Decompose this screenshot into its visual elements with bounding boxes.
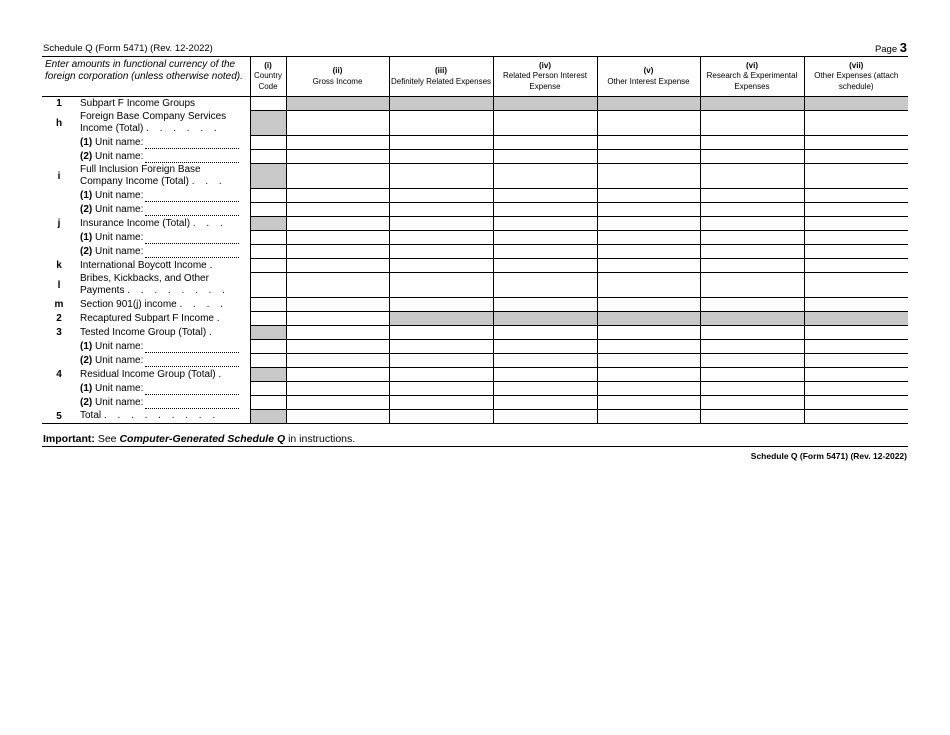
input-research-experimental[interactable] [700,354,804,368]
input-research-experimental[interactable] [700,136,804,150]
input-other-interest[interactable] [597,382,700,396]
shaded-cell [493,312,597,326]
input-other-expenses[interactable] [804,410,908,424]
table-row [42,273,908,298]
input-gross-income[interactable] [286,298,389,312]
input-related-person-interest[interactable] [493,382,597,396]
col-header-definitely-related [389,57,493,97]
input-definitely-related[interactable] [389,410,493,424]
input-related-person-interest[interactable] [493,396,597,410]
input-other-interest[interactable] [597,410,700,424]
unit-label: Unit name: [95,340,144,352]
unit-prefix: (2) [80,203,93,215]
input-research-experimental[interactable] [700,340,804,354]
unit-label: Unit name: [95,150,144,162]
row-number: 3 [56,327,62,338]
input-research-experimental[interactable] [700,203,804,217]
input-country-code[interactable] [250,312,286,326]
input-related-person-interest[interactable] [493,231,597,245]
input-definitely-related[interactable] [389,354,493,368]
input-related-person-interest[interactable] [493,273,597,298]
page-number: 3 [899,40,907,55]
shaded-cell [804,312,908,326]
row-number [42,203,76,217]
input-related-person-interest[interactable] [493,410,597,424]
input-country-code[interactable] [250,203,286,217]
unit-name-input[interactable] [145,233,239,244]
row-label-cell [76,298,250,312]
input-research-experimental[interactable] [700,164,804,189]
row-label-cell [76,259,250,273]
input-country-code[interactable] [250,136,286,150]
table-row [42,164,908,189]
row-number: k [56,260,62,271]
shaded-cell [250,410,286,424]
input-gross-income[interactable] [286,382,389,396]
input-country-code[interactable] [250,396,286,410]
col-header-related-person-interest [493,57,597,97]
input-other-interest[interactable] [597,203,700,217]
input-other-expenses[interactable] [804,396,908,410]
table-row [42,111,908,136]
input-definitely-related[interactable] [389,340,493,354]
input-other-interest[interactable] [597,298,700,312]
input-country-code[interactable] [250,150,286,164]
input-other-interest[interactable] [597,164,700,189]
unit-prefix: (2) [80,396,93,408]
input-gross-income[interactable] [286,164,389,189]
input-other-interest[interactable] [597,245,700,259]
row-label: Total [80,410,102,422]
unit-name-label [76,203,250,217]
input-other-interest[interactable] [597,111,700,136]
input-related-person-interest[interactable] [493,150,597,164]
input-other-interest[interactable] [597,150,700,164]
input-country-code[interactable] [250,245,286,259]
input-related-person-interest[interactable] [493,111,597,136]
table-row-total [42,410,908,424]
footer-divider [42,446,908,447]
row-label: Residual Income Group (Total) [80,368,216,380]
col-label: Related Person Interest Expense [502,71,588,91]
input-other-interest[interactable] [597,217,700,231]
unit-name-input[interactable] [145,356,239,367]
col-label: Gross Income [312,76,363,86]
dot-leader: . . . [191,176,226,187]
input-gross-income[interactable] [286,259,389,273]
input-country-code[interactable] [250,231,286,245]
input-other-expenses[interactable] [804,189,908,203]
unit-label: Unit name: [95,203,144,215]
table-row [42,97,908,111]
row-label: Section 901(j) income [80,298,177,310]
unit-prefix: (1) [80,136,93,148]
row-number: h [55,117,63,129]
input-other-expenses[interactable] [804,164,908,189]
input-other-expenses[interactable] [804,231,908,245]
row-label: Tested Income Group (Total) [80,326,207,338]
important-label: Important: [43,433,95,445]
row-label: Bribes, Kickbacks, and Other Payments [80,273,209,296]
row-number: m [54,299,64,310]
unit-name-input[interactable] [145,384,239,395]
col-header-other-expenses [804,57,908,97]
col-num: (v) [643,66,654,75]
unit-name-label [76,136,250,150]
col-label: Country Code [253,71,282,91]
table-row [42,326,908,340]
input-definitely-related[interactable] [389,136,493,150]
row-label-cell [76,326,250,340]
dot-leader: . . . . [179,298,227,310]
table-row [42,203,908,217]
dot-leader: . . . . . . . . . [103,410,220,422]
shaded-cell [493,97,597,111]
table-row [42,259,908,273]
row-number [42,136,76,150]
input-related-person-interest[interactable] [493,203,597,217]
input-gross-income[interactable] [286,340,389,354]
input-other-expenses[interactable] [804,354,908,368]
input-definitely-related[interactable] [389,326,493,340]
page-indicator [875,40,907,55]
input-other-interest[interactable] [597,326,700,340]
row-number: j [57,218,61,229]
input-other-interest[interactable] [597,396,700,410]
unit-name-label [76,189,250,203]
input-other-expenses[interactable] [804,259,908,273]
unit-name-label [76,340,250,354]
input-gross-income[interactable] [286,368,389,382]
input-gross-income[interactable] [286,136,389,150]
input-research-experimental[interactable] [700,410,804,424]
unit-name-label [76,382,250,396]
input-gross-income[interactable] [286,273,389,298]
unit-prefix: (1) [80,189,93,201]
row-label-cell [76,273,250,298]
shaded-cell [804,97,908,111]
input-other-interest[interactable] [597,231,700,245]
table-row [42,340,908,354]
row-label: Foreign Base Company Services Income (Total) [80,111,227,134]
col-header-country-code [250,57,286,97]
col-header-other-interest [597,57,700,97]
table-row [42,312,908,326]
unit-label: Unit name: [95,189,144,201]
input-gross-income[interactable] [286,231,389,245]
input-gross-income[interactable] [286,326,389,340]
input-related-person-interest[interactable] [493,259,597,273]
important-note [43,433,355,445]
input-other-expenses[interactable] [804,340,908,354]
dot-leader: . [218,368,226,380]
input-research-experimental[interactable] [700,150,804,164]
input-research-experimental[interactable] [700,298,804,312]
important-post: in instructions. [288,433,356,445]
row-number: 1 [56,98,62,110]
input-other-expenses[interactable] [804,368,908,382]
row-label-cell [76,164,250,189]
input-related-person-interest[interactable] [493,217,597,231]
shaded-cell [700,97,804,111]
input-other-interest[interactable] [597,368,700,382]
input-other-expenses[interactable] [804,150,908,164]
input-definitely-related[interactable] [389,164,493,189]
col-header-research-experimental [700,57,804,97]
col-label: Other Interest Expense [607,76,690,86]
input-gross-income[interactable] [286,354,389,368]
row-number [42,382,76,396]
input-gross-income[interactable] [286,217,389,231]
input-country-code[interactable] [250,340,286,354]
input-definitely-related[interactable] [389,368,493,382]
row-label-cell [76,217,250,231]
unit-label: Unit name: [95,231,144,243]
input-country-code[interactable] [250,189,286,203]
input-other-expenses[interactable] [804,136,908,150]
input-other-expenses[interactable] [804,203,908,217]
input-definitely-related[interactable] [389,298,493,312]
input-gross-income[interactable] [286,111,389,136]
unit-name-input[interactable] [145,138,239,149]
input-definitely-related[interactable] [389,245,493,259]
input-gross-income[interactable] [286,245,389,259]
dot-leader: . [216,312,224,324]
input-other-interest[interactable] [597,136,700,150]
table-row [42,354,908,368]
form-header-title: Schedule Q (Form 5471) (Rev. 12-2022) [43,43,213,54]
page-label: Page [874,44,898,55]
shaded-cell [250,368,286,382]
col-num: (ii) [332,66,343,75]
input-research-experimental[interactable] [700,259,804,273]
input-related-person-interest[interactable] [493,245,597,259]
row-label-cell [76,312,250,326]
input-related-person-interest[interactable] [493,298,597,312]
dot-leader: . . . . . . [146,123,221,134]
unit-prefix: (1) [80,382,93,394]
row-label: Full Inclusion Foreign Base Company Income (Total) [80,164,201,187]
shaded-cell [250,111,286,136]
important-link-text: Computer-Generated Schedule Q [119,433,286,445]
shaded-cell [250,326,286,340]
row-number [42,150,76,164]
schedule-q-table [42,56,908,424]
important-pre: See [97,433,117,445]
row-label: Recaptured Subpart F Income [80,312,214,324]
input-country-code[interactable] [250,382,286,396]
unit-name-input[interactable] [145,398,239,409]
unit-name-input[interactable] [145,205,239,216]
input-definitely-related[interactable] [389,259,493,273]
table-row [42,189,908,203]
unit-name-label [76,150,250,164]
col-label: Definitely Related Expenses [390,76,492,86]
input-definitely-related[interactable] [389,217,493,231]
input-gross-income[interactable] [286,189,389,203]
unit-prefix: (1) [80,231,93,243]
input-research-experimental[interactable] [700,382,804,396]
input-research-experimental[interactable] [700,273,804,298]
input-country-code[interactable] [250,273,286,298]
input-research-experimental[interactable] [700,326,804,340]
unit-label: Unit name: [95,136,144,148]
input-other-expenses[interactable] [804,217,908,231]
shaded-cell [250,164,286,189]
table-row [42,298,908,312]
col-num: (vii) [849,60,864,70]
input-definitely-related[interactable] [389,111,493,136]
row-number: 4 [56,369,62,380]
input-country-code[interactable] [250,259,286,273]
unit-name-label [76,245,250,259]
unit-label: Unit name: [95,382,144,394]
table-row [42,245,908,259]
input-gross-income[interactable] [286,410,389,424]
input-definitely-related[interactable] [389,150,493,164]
row-label: International Boycott Income [80,259,207,271]
input-definitely-related[interactable] [389,396,493,410]
input-country-code[interactable] [250,354,286,368]
input-related-person-interest[interactable] [493,189,597,203]
col-num: (vi) [746,60,758,70]
unit-label: Unit name: [95,354,144,366]
input-definitely-related[interactable] [389,273,493,298]
unit-name-input[interactable] [145,191,239,202]
input-related-person-interest[interactable] [493,354,597,368]
row-label-cell [76,111,250,136]
table-row [42,231,908,245]
unit-label: Unit name: [95,245,144,257]
shaded-cell [389,312,493,326]
col-header-gross-income [286,57,389,97]
shaded-cell [250,217,286,231]
table-row [42,368,908,382]
unit-prefix: (2) [80,150,93,162]
unit-label: Unit name: [95,396,144,408]
input-gross-income[interactable] [286,312,389,326]
input-other-interest[interactable] [597,259,700,273]
input-research-experimental[interactable] [700,217,804,231]
input-country-code[interactable] [250,298,286,312]
input-related-person-interest[interactable] [493,368,597,382]
input-definitely-related[interactable] [389,382,493,396]
input-other-expenses[interactable] [804,245,908,259]
row-number [42,396,76,410]
col-label: Other Expenses (attach schedule) [814,71,899,91]
input-other-interest[interactable] [597,273,700,298]
input-research-experimental[interactable] [700,396,804,410]
input-other-expenses[interactable] [804,382,908,396]
row-label: Subpart F Income Groups [80,97,196,109]
col-num: (iii) [435,66,447,75]
table-row [42,217,908,231]
shaded-cell [597,97,700,111]
dot-leader: . . . [192,217,227,229]
input-other-interest[interactable] [597,354,700,368]
shaded-cell [286,97,389,111]
intro-text: Enter amounts in functional currency of the foreign corporation (unless otherwise noted). [42,57,250,97]
row-number [42,189,76,203]
input-definitely-related[interactable] [389,231,493,245]
unit-name-input[interactable] [145,152,239,163]
row-label-cell [76,368,250,382]
unit-name-input[interactable] [145,342,239,353]
dot-leader: . [208,326,216,338]
input-related-person-interest[interactable] [493,326,597,340]
unit-prefix: (1) [80,340,93,352]
unit-name-label [76,231,250,245]
table-row [42,136,908,150]
input-research-experimental[interactable] [700,189,804,203]
unit-name-input[interactable] [145,247,239,258]
row-number: l [57,279,61,291]
input-definitely-related[interactable] [389,203,493,217]
table-row [42,382,908,396]
input-gross-income[interactable] [286,150,389,164]
input-research-experimental[interactable] [700,111,804,136]
table-row [42,150,908,164]
table-row [42,396,908,410]
row-number: 5 [42,410,76,424]
shaded-cell [597,312,700,326]
input-research-experimental[interactable] [700,245,804,259]
row-number [42,245,76,259]
dot-leader: . . . . . . . . [127,285,229,296]
input-other-interest[interactable] [597,340,700,354]
col-num: (i) [264,60,272,70]
cell-country-code [250,97,286,111]
row-number: i [57,170,61,182]
row-label: Insurance Income (Total) [80,217,191,229]
input-definitely-related[interactable] [389,189,493,203]
column-header-row [42,57,908,97]
input-gross-income[interactable] [286,396,389,410]
input-gross-income[interactable] [286,203,389,217]
input-other-expenses[interactable] [804,326,908,340]
input-related-person-interest[interactable] [493,136,597,150]
input-other-expenses[interactable] [804,298,908,312]
input-related-person-interest[interactable] [493,164,597,189]
row-number: 2 [56,313,62,324]
unit-name-label [76,396,250,410]
input-related-person-interest[interactable] [493,340,597,354]
input-other-interest[interactable] [597,189,700,203]
row-number [42,354,76,368]
row-number [42,340,76,354]
input-research-experimental[interactable] [700,231,804,245]
input-research-experimental[interactable] [700,368,804,382]
unit-prefix: (2) [80,354,93,366]
dot-leader: . [209,259,217,271]
unit-name-label [76,354,250,368]
row-number [42,231,76,245]
shaded-cell [700,312,804,326]
input-other-expenses[interactable] [804,273,908,298]
unit-prefix: (2) [80,245,93,257]
form-footer-title: Schedule Q (Form 5471) (Rev. 12-2022) [750,451,907,461]
input-other-expenses[interactable] [804,111,908,136]
col-num: (iv) [539,60,551,70]
col-label: Research & Experimental Expenses [706,71,798,91]
shaded-cell [389,97,493,111]
row-label-cell [76,410,250,424]
